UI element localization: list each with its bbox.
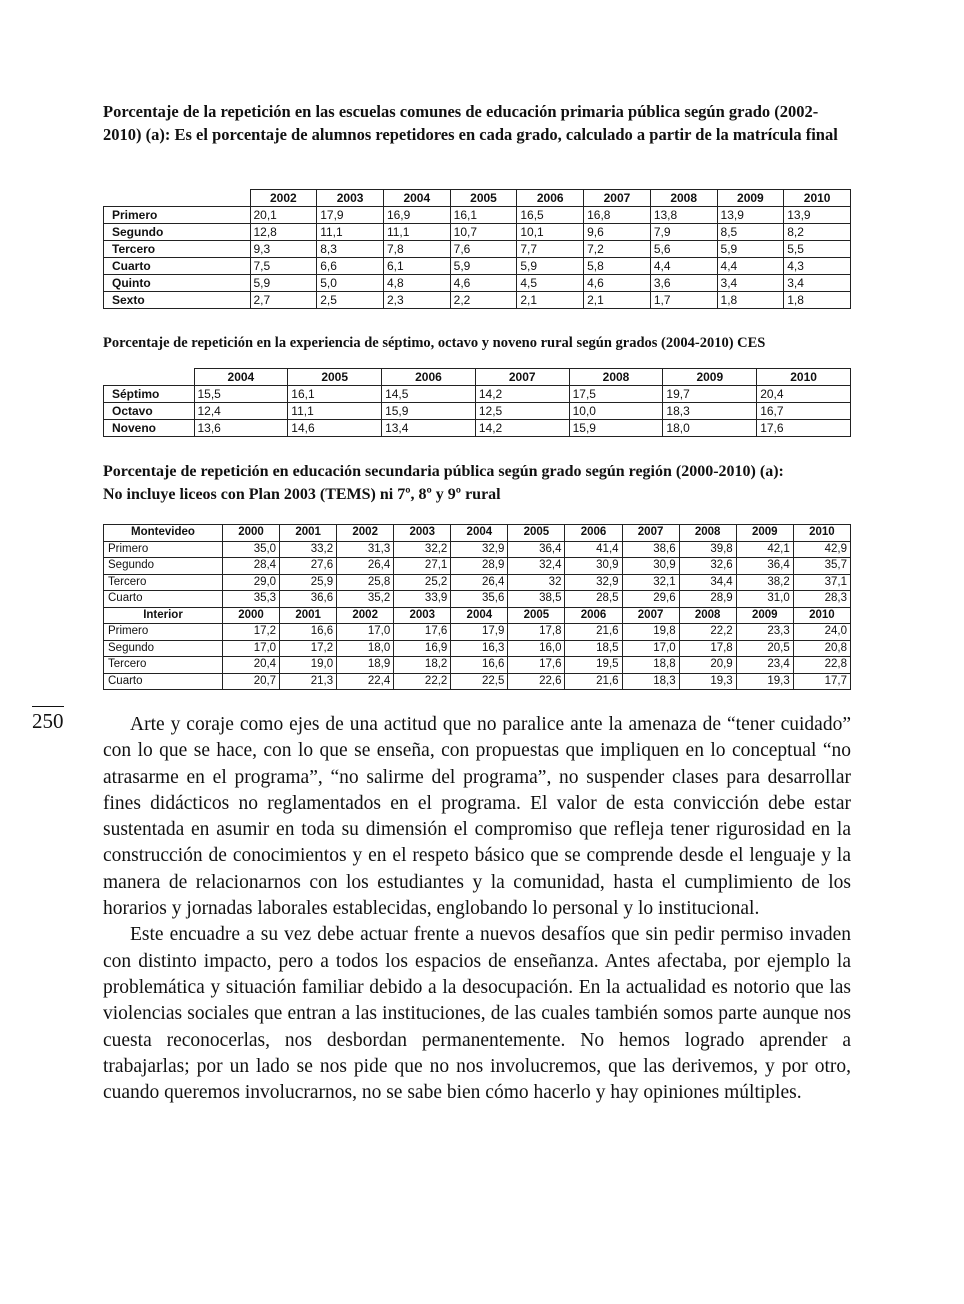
row-label: Tercero: [104, 574, 223, 591]
table3-col-header: 2006: [565, 525, 622, 542]
table3-col-header: 2009: [736, 525, 793, 542]
table-cell: 12,8: [250, 224, 317, 241]
table-cell: 7,8: [383, 241, 450, 258]
row-label: Tercero: [104, 657, 223, 674]
table-cell: 21,3: [280, 673, 337, 690]
table-cell: 24,0: [793, 624, 850, 641]
row-label: Segundo: [104, 224, 251, 241]
table-cell: 32: [508, 574, 565, 591]
table3-secondary-repetition: [103, 524, 851, 690]
table-cell: 13,6: [194, 420, 288, 437]
table-cell: 17,6: [394, 624, 451, 641]
table-cell: 22,2: [679, 624, 736, 641]
table-row: [104, 275, 851, 292]
table1-col-header: 2006: [517, 190, 584, 207]
table-cell: 6,6: [317, 258, 384, 275]
table2-rural-repetition: [103, 368, 851, 437]
table-row: [104, 558, 851, 575]
table2-corner: [104, 369, 195, 386]
table-cell: 2,7: [250, 292, 317, 309]
table2-col-header: 2006: [382, 369, 476, 386]
table-cell: 28,9: [679, 591, 736, 608]
table-cell: 1,8: [784, 292, 851, 309]
table-cell: 9,3: [250, 241, 317, 258]
table-cell: 25,2: [394, 574, 451, 591]
table-cell: 18,2: [394, 657, 451, 674]
table-cell: 16,6: [280, 624, 337, 641]
table-cell: 5,9: [517, 258, 584, 275]
table2-header-row: [104, 369, 851, 386]
table-cell: 17,8: [679, 640, 736, 657]
table-cell: 16,9: [383, 207, 450, 224]
table1-col-header: 2002: [250, 190, 317, 207]
table-cell: 16,1: [288, 386, 382, 403]
table-cell: 15,9: [382, 403, 476, 420]
table3-col-header: 2000: [223, 607, 280, 624]
table-cell: 17,2: [280, 640, 337, 657]
table-cell: 5,9: [250, 275, 317, 292]
table-cell: 17,9: [451, 624, 508, 641]
table-cell: 13,4: [382, 420, 476, 437]
row-label: Segundo: [104, 640, 223, 657]
table3-col-header: 2004: [451, 607, 508, 624]
table-cell: 16,3: [451, 640, 508, 657]
table-cell: 34,4: [679, 574, 736, 591]
table-cell: 6,1: [383, 258, 450, 275]
paragraph: Este encuadre a su vez debe actuar frente a nuevos desafíos que sin pedir permiso invaden con distinto impacto, pero a todos los espacios de enseñanza. Antes afectaba, por ejemplo la problemática y situación familiar debido a la desocupación. En la actualidad es notorio que las violencias sociales que entran a las instituciones, de las cuales también somos parte aunque nos cuesta reconocerlas, nos desbordan permanentemente. No hemos logrado aprender a trabajarlas; por un lado se nos pide que no nos involucremos, que las derivemos, y por otro, cuando queremos involucrarnos, no se sabe bien cómo hacerlo y hay opiniones múltiples.: [103, 924, 851, 1104]
table-cell: 32,1: [622, 574, 679, 591]
table-cell: 17,6: [757, 420, 851, 437]
table-cell: 14,2: [475, 386, 569, 403]
table-cell: 30,9: [565, 558, 622, 575]
table2-col-header: 2009: [663, 369, 757, 386]
table-cell: 7,6: [450, 241, 517, 258]
table3-col-header: 2002: [337, 525, 394, 542]
table3-caption-line2: No incluye liceos con Plan 2003 (TEMS) ni 7º, 8º y 9º rural: [103, 486, 501, 503]
table-cell: 28,3: [793, 591, 850, 608]
table-cell: 17,5: [569, 386, 663, 403]
row-label: Cuarto: [104, 591, 223, 608]
table-cell: 2,3: [383, 292, 450, 309]
table-cell: 13,8: [650, 207, 717, 224]
table2-col-header: 2008: [569, 369, 663, 386]
table-cell: 37,1: [793, 574, 850, 591]
body-text: [103, 712, 851, 1106]
table-cell: 23,4: [736, 657, 793, 674]
table-cell: 18,3: [622, 673, 679, 690]
table-cell: 31,3: [337, 541, 394, 558]
table-cell: 10,1: [517, 224, 584, 241]
table-row: [104, 241, 851, 258]
table3-body: [104, 525, 851, 690]
table-cell: 39,8: [679, 541, 736, 558]
table2-col-header: 2010: [757, 369, 851, 386]
table-cell: 7,7: [517, 241, 584, 258]
table-cell: 4,4: [650, 258, 717, 275]
table1-col-header: 2004: [383, 190, 450, 207]
table-cell: 26,4: [337, 558, 394, 575]
table3-col-header: 2001: [280, 607, 337, 624]
table3-col-header: 2003: [394, 525, 451, 542]
table1-corner: [104, 190, 251, 207]
table-cell: 13,9: [784, 207, 851, 224]
table-row: [104, 657, 851, 674]
table-cell: 31,0: [736, 591, 793, 608]
table-cell: 5,6: [650, 241, 717, 258]
table-cell: 8,5: [717, 224, 784, 241]
table-cell: 5,9: [450, 258, 517, 275]
row-label: Primero: [104, 624, 223, 641]
table-cell: 2,1: [584, 292, 651, 309]
table-cell: 19,0: [280, 657, 337, 674]
table2-col-header: 2004: [194, 369, 288, 386]
table-cell: 33,2: [280, 541, 337, 558]
table-cell: 18,0: [337, 640, 394, 657]
table-cell: 18,5: [565, 640, 622, 657]
table3-col-header: 2009: [736, 607, 793, 624]
row-label: Primero: [104, 541, 223, 558]
table1-col-header: 2003: [317, 190, 384, 207]
table-cell: 4,4: [717, 258, 784, 275]
table-cell: 28,5: [565, 591, 622, 608]
table-cell: 36,6: [280, 591, 337, 608]
table1-body: [104, 207, 851, 309]
table3-col-header: 2005: [508, 525, 565, 542]
table1-header-row: [104, 190, 851, 207]
table-cell: 38,6: [622, 541, 679, 558]
table-row: [104, 673, 851, 690]
table-cell: 35,3: [223, 591, 280, 608]
table-cell: 27,1: [394, 558, 451, 575]
table-cell: 14,5: [382, 386, 476, 403]
table-cell: 4,5: [517, 275, 584, 292]
table-cell: 35,2: [337, 591, 394, 608]
table-cell: 19,3: [736, 673, 793, 690]
row-label: Noveno: [104, 420, 195, 437]
table-cell: 2,2: [450, 292, 517, 309]
table-cell: 17,7: [793, 673, 850, 690]
table-cell: 25,9: [280, 574, 337, 591]
table2-body: [104, 386, 851, 437]
table3-caption: [103, 460, 851, 506]
row-label: Primero: [104, 207, 251, 224]
table-cell: 22,4: [337, 673, 394, 690]
table-row: [104, 591, 851, 608]
table-cell: 35,6: [451, 591, 508, 608]
table-cell: 15,9: [569, 420, 663, 437]
table-cell: 16,1: [450, 207, 517, 224]
row-label: Séptimo: [104, 386, 195, 403]
table-cell: 14,2: [475, 420, 569, 437]
table-cell: 25,8: [337, 574, 394, 591]
table-cell: 11,1: [288, 403, 382, 420]
table-cell: 26,4: [451, 574, 508, 591]
table1-primary-repetition: [103, 189, 851, 309]
table-cell: 4,8: [383, 275, 450, 292]
table-cell: 5,8: [584, 258, 651, 275]
table-cell: 7,5: [250, 258, 317, 275]
table-cell: 4,3: [784, 258, 851, 275]
table-cell: 33,9: [394, 591, 451, 608]
table-cell: 36,4: [508, 541, 565, 558]
table-cell: 30,9: [622, 558, 679, 575]
table-cell: 20,5: [736, 640, 793, 657]
table-cell: 22,8: [793, 657, 850, 674]
table-cell: 20,9: [679, 657, 736, 674]
table-cell: 19,5: [565, 657, 622, 674]
table-cell: 20,1: [250, 207, 317, 224]
table-cell: 22,2: [394, 673, 451, 690]
table-cell: 35,0: [223, 541, 280, 558]
table-row: [104, 574, 851, 591]
region-label: Montevideo: [104, 525, 223, 542]
table-cell: 7,2: [584, 241, 651, 258]
table3-col-header: 2005: [508, 607, 565, 624]
table-cell: 5,0: [317, 275, 384, 292]
table-cell: 35,7: [793, 558, 850, 575]
table-cell: 19,3: [679, 673, 736, 690]
table3-col-header: 2007: [622, 525, 679, 542]
table-cell: 21,6: [565, 673, 622, 690]
table3-col-header: 2000: [223, 525, 280, 542]
table-cell: 17,9: [317, 207, 384, 224]
row-label: Tercero: [104, 241, 251, 258]
table-cell: 22,6: [508, 673, 565, 690]
table-cell: 17,0: [337, 624, 394, 641]
row-label: Octavo: [104, 403, 195, 420]
table-cell: 38,2: [736, 574, 793, 591]
table3-col-header: 2007: [622, 607, 679, 624]
table-cell: 8,2: [784, 224, 851, 241]
table1-col-header: 2009: [717, 190, 784, 207]
table-cell: 9,6: [584, 224, 651, 241]
table-cell: 16,9: [394, 640, 451, 657]
table-cell: 16,5: [517, 207, 584, 224]
table-cell: 14,6: [288, 420, 382, 437]
table-cell: 32,9: [451, 541, 508, 558]
table-cell: 32,2: [394, 541, 451, 558]
table-cell: 2,5: [317, 292, 384, 309]
table3-col-header: 2006: [565, 607, 622, 624]
table-cell: 42,1: [736, 541, 793, 558]
table-cell: 20,8: [793, 640, 850, 657]
table-cell: 2,1: [517, 292, 584, 309]
table-cell: 32,9: [565, 574, 622, 591]
table-cell: 32,4: [508, 558, 565, 575]
table1-col-header: 2007: [584, 190, 651, 207]
table-cell: 11,1: [317, 224, 384, 241]
table-row: [104, 258, 851, 275]
table-cell: 28,9: [451, 558, 508, 575]
table-cell: 29,6: [622, 591, 679, 608]
table3-col-header: 2008: [679, 525, 736, 542]
table-cell: 8,3: [317, 241, 384, 258]
table-cell: 17,8: [508, 624, 565, 641]
table-cell: 18,9: [337, 657, 394, 674]
table-row: [104, 224, 851, 241]
table-cell: 23,3: [736, 624, 793, 641]
table-cell: 20,4: [757, 386, 851, 403]
table1-col-header: 2005: [450, 190, 517, 207]
table-row: [104, 420, 851, 437]
table-cell: 19,7: [663, 386, 757, 403]
page-number: 250: [32, 706, 64, 733]
table3-col-header: 2008: [679, 607, 736, 624]
table-cell: 13,9: [717, 207, 784, 224]
table-cell: 3,4: [717, 275, 784, 292]
table1-col-header: 2008: [650, 190, 717, 207]
table-cell: 4,6: [450, 275, 517, 292]
region-header-row: [104, 525, 851, 542]
table-row: [104, 624, 851, 641]
table-row: [104, 403, 851, 420]
table3-col-header: 2010: [793, 607, 850, 624]
table-cell: 27,6: [280, 558, 337, 575]
table-cell: 38,5: [508, 591, 565, 608]
table-cell: 18,3: [663, 403, 757, 420]
row-label: Sexto: [104, 292, 251, 309]
table-cell: 36,4: [736, 558, 793, 575]
table-cell: 11,1: [383, 224, 450, 241]
table-cell: 17,0: [622, 640, 679, 657]
table-cell: 42,9: [793, 541, 850, 558]
table-cell: 18,8: [622, 657, 679, 674]
table-cell: 7,9: [650, 224, 717, 241]
table-cell: 5,9: [717, 241, 784, 258]
table-row: [104, 541, 851, 558]
table-cell: 12,5: [475, 403, 569, 420]
table3-col-header: 2010: [793, 525, 850, 542]
table-row: [104, 292, 851, 309]
table2-col-header: 2005: [288, 369, 382, 386]
table-cell: 1,8: [717, 292, 784, 309]
paragraph: Arte y coraje como ejes de una actitud que no paralice ante la amenaza de “tener cuidado” con lo que se hace, con lo que se enseña, con propuestas que impliquen en lo conceptual “no atrasarme en el programa”, “no salirme del programa”, no suspender clases para desarrollar fines didácticos no reglamentados en el programa. El valor de esta convicción debe estar sustentada en asumir en toda su dimensión el compromiso que refleja tener rigurosidad en la construcción de conocimientos y en el respeto básico que se comprende desde el lenguaje y la manera de relacionarnos con los estudiantes y la comunidad, hasta el cumplimiento de los horarios y jornadas laborales establecidas, englobando lo personal y lo institucional.: [103, 714, 851, 920]
table-row: [104, 386, 851, 403]
table-cell: 16,0: [508, 640, 565, 657]
table-cell: 16,6: [451, 657, 508, 674]
table3-col-header: 2003: [394, 607, 451, 624]
table-cell: 22,5: [451, 673, 508, 690]
table-cell: 15,5: [194, 386, 288, 403]
table-cell: 12,4: [194, 403, 288, 420]
table3-col-header: 2001: [280, 525, 337, 542]
table1-caption: Porcentaje de la repetición en las escuelas comunes de educación primaria pública según grado (2002-2010) (a): Es el porcentaje de alumnos repetidores en cada grado, calculado a partir de la matrícula final: [103, 102, 838, 144]
table-cell: 10,0: [569, 403, 663, 420]
table-cell: 5,5: [784, 241, 851, 258]
row-label: Cuarto: [104, 673, 223, 690]
table3-col-header: 2004: [451, 525, 508, 542]
table-cell: 1,7: [650, 292, 717, 309]
table-cell: 41,4: [565, 541, 622, 558]
table-cell: 18,0: [663, 420, 757, 437]
table-cell: 20,7: [223, 673, 280, 690]
table1-col-header: 2010: [784, 190, 851, 207]
row-label: Quinto: [104, 275, 251, 292]
table-cell: 10,7: [450, 224, 517, 241]
table-cell: 16,7: [757, 403, 851, 420]
row-label: Segundo: [104, 558, 223, 575]
table-cell: 28,4: [223, 558, 280, 575]
table-cell: 29,0: [223, 574, 280, 591]
table-cell: 17,2: [223, 624, 280, 641]
table3-caption-line1: Porcentaje de repetición en educación secundaria pública según grado según región (2000-2010) (a):: [103, 463, 784, 480]
table-cell: 3,4: [784, 275, 851, 292]
table-cell: 32,6: [679, 558, 736, 575]
table2-col-header: 2007: [475, 369, 569, 386]
table-cell: 17,6: [508, 657, 565, 674]
table-cell: 16,8: [584, 207, 651, 224]
table-cell: 17,0: [223, 640, 280, 657]
table3-col-header: 2002: [337, 607, 394, 624]
table-cell: 19,8: [622, 624, 679, 641]
table-cell: 3,6: [650, 275, 717, 292]
table2-caption: Porcentaje de repetición en la experiencia de séptimo, octavo y noveno rural según grados (2004-2010) CES: [103, 335, 766, 351]
region-header-row: [104, 607, 851, 624]
row-label: Cuarto: [104, 258, 251, 275]
region-label: Interior: [104, 607, 223, 624]
table-row: [104, 207, 851, 224]
table-row: [104, 640, 851, 657]
table-cell: 4,6: [584, 275, 651, 292]
table-cell: 20,4: [223, 657, 280, 674]
table-cell: 21,6: [565, 624, 622, 641]
